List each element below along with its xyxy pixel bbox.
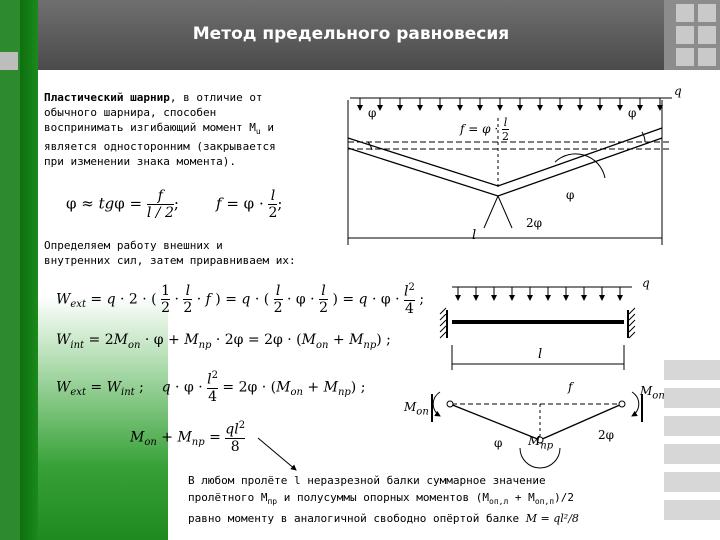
- d3-m-symbol: M: [640, 384, 653, 398]
- d1-f-label: f = φ · $\frac{l}{2}$: [460, 116, 509, 143]
- d1-two-phi: 2φ: [526, 216, 543, 230]
- d1-phi-right: φ: [628, 106, 637, 120]
- formula-f-phi: f = φ · $\frac{l}{2}$ ;: [216, 188, 283, 221]
- diagram1-beam: [348, 100, 672, 245]
- d3-m-pr: [528, 434, 553, 451]
- d3-m-symbol: M: [404, 400, 417, 414]
- d3-m-on-right: [640, 384, 665, 401]
- conclusion-text: )/2: [554, 491, 574, 504]
- d2-l-label: l: [538, 347, 543, 362]
- d1-l-label: l: [472, 228, 477, 243]
- conclusion-line: [188, 510, 658, 527]
- conclusion-line: [188, 489, 658, 510]
- subscript: оп: [416, 406, 429, 418]
- conclusion-text: + М: [508, 491, 535, 504]
- subscript: пр: [540, 440, 554, 452]
- formula-result: $M_{оп} + M_{пр}$ = $\frac{ql^2}{8}$: [130, 420, 246, 455]
- diagram3-mechanism: [258, 392, 642, 470]
- d3-m-symbol: M: [528, 434, 541, 448]
- intro-line: воспринимать изгибающий момент М: [44, 121, 256, 134]
- d2-q-label: q: [642, 276, 650, 290]
- conclusion: [188, 472, 658, 527]
- subscript: пр: [267, 497, 278, 507]
- intro-line: обычного шарнира, способен: [44, 106, 217, 119]
- formula-w-int: $W_{int} = 2M_{оп} \cdot \varphi + M_{пр} \cdot 2\varphi = 2\varphi \cdot (M_{оп} + M_{пр})$ ;: [56, 332, 391, 351]
- conclusion-text: пролётного М: [188, 491, 268, 504]
- conclusion-line: В любом пролёте l неразрезной балки суммарное значение: [188, 474, 546, 487]
- intro-line: является односторонним (закрывается: [44, 140, 276, 154]
- diagram1-load: [350, 98, 672, 110]
- d1-phi-left: φ: [368, 106, 377, 120]
- formula-w-ext: $W_{ext} = q \cdot 2$ · ( $\frac{1}{2}$ · $\frac{l}{2}$ · f ) = q · ( $\frac{l}{2}$ · φ · $\frac{l}{2}$ ) = q · φ · $\frac{l^2}{4}$ ;: [56, 282, 425, 317]
- conclusion-formula: M = ql²/8: [525, 512, 579, 526]
- subscript: оп,п: [534, 497, 555, 507]
- diagram2-load: [452, 287, 632, 300]
- intro-term: Пластический шарнир: [44, 91, 170, 104]
- work-intro-line: внутренних сил, затем приравниваем их:: [44, 254, 296, 267]
- work-intro-line: Определяем работу внешних и: [44, 239, 223, 252]
- subscript: u: [255, 127, 261, 137]
- conclusion-text: равно моменту в аналогичной свободно опёртой балке: [188, 512, 520, 526]
- d3-f-label: f: [568, 380, 573, 394]
- conclusion-text: и полусуммы опорных моментов (М: [277, 491, 490, 504]
- d3-two-phi: 2φ: [598, 428, 615, 442]
- intro-line: , в отличие от: [169, 91, 263, 104]
- formula-w-eq: $W_{ext} = W_{int}$ ; q · φ · $\frac{l^2}{4}$ = $2\varphi \cdot (M_{оп} + M_{пр})$ ;: [56, 370, 366, 405]
- d3-m-on-left: [404, 400, 429, 417]
- formula-phi-tan: φ ≈ tgφ = $\frac{f}{l / 2}$ ;: [66, 188, 179, 221]
- subscript: оп,л: [489, 497, 509, 507]
- d1-q-label: q: [674, 84, 682, 98]
- intro-line: и: [260, 121, 274, 134]
- intro-line: при изменении знака момента).: [44, 155, 237, 169]
- slide-title: Метод предельного равновесия: [192, 24, 510, 44]
- subscript: оп: [652, 390, 665, 402]
- d3-phi: φ: [494, 436, 503, 450]
- d1-phi-mid: φ: [566, 188, 575, 202]
